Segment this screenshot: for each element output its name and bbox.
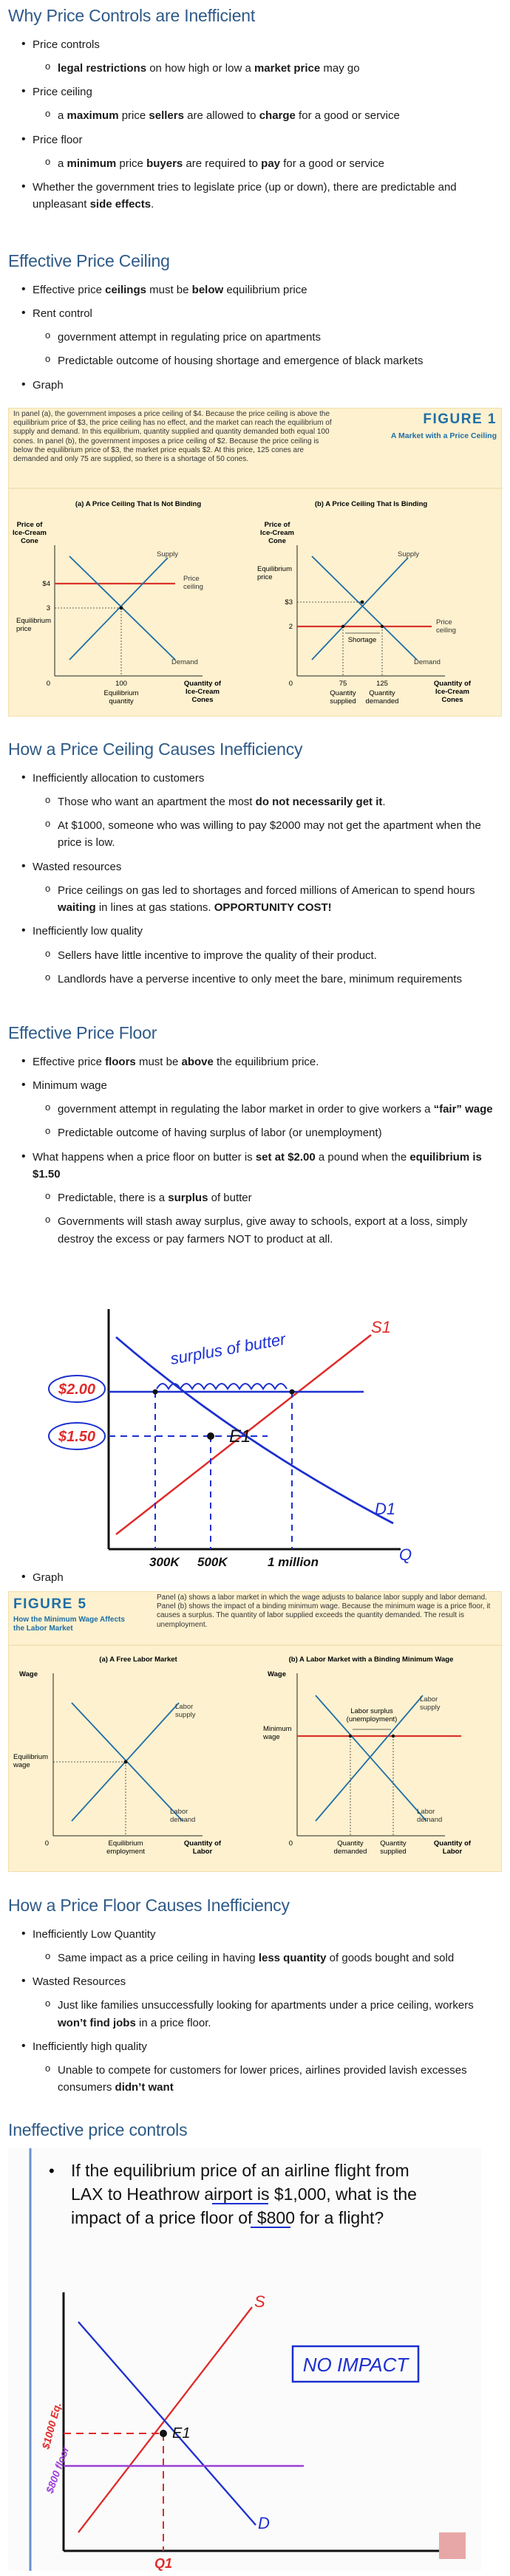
panel-a-title: (a) A Price Ceiling That Is Not Binding (75, 500, 202, 508)
figure-subtitle: How the Minimum Wage Affects the Labor Market (13, 1616, 125, 1633)
origin-label: 0 (288, 680, 293, 688)
tick-75: 75 (339, 680, 347, 688)
section-graph-bullet (8, 1569, 502, 1586)
panel-b-title: (b) A Price Ceiling That Is Binding (314, 500, 428, 508)
figure-1-graphic (9, 409, 503, 717)
equilibrium-price-label: Equilibrium price (16, 617, 51, 633)
quantity-supplied-label: Quantity supplied (380, 1839, 407, 1856)
bullet-ceiling-below: • Effective price ceilings must be below equilibrium price (8, 281, 502, 298)
bullet-high-quality: • Inefficiently high quality o Unable to compete for customers for lower prices, airlines provided lavish excesses consumers didn’t want (8, 2038, 502, 2097)
tick-3: $3 (285, 598, 293, 607)
floor-price-label: $800 floor (43, 2445, 72, 2495)
sub-bullet: o Price ceilings on gas led to shortages and forced millions of American to spend hours waiting in lines at gas stations. OPPORTUNITY COST! (33, 882, 502, 917)
labor-supply-label: Labor supply (175, 1703, 196, 1719)
quantity-label: Q1 (154, 2556, 173, 2571)
equilibrium-quantity-label: Equilibrium quantity (103, 689, 139, 706)
figure-5-graphic (9, 1592, 503, 1873)
bullet-price-ceiling: • Price ceiling o a maximum price sellers are allowed to charge for a good or service (8, 83, 502, 125)
section-why-inefficient (8, 3, 502, 213)
bullet-butter: • What happens when a price floor on butter is set at $2.00 a pound when the equilibrium is $1.50 o Predictable, there is a surplus of butter o Governments will stash away surplus, give away to schools, export at a loss, simply destroy the excess or pay farmers NOT to product at all. (8, 1149, 502, 1248)
bullet-minimum-wage: • Minimum wage o government attempt in regulating the labor market in order to give workers a “fair” wage o Predictable outcome of having surplus of labor (or unemployment) (8, 1077, 502, 1142)
equilibrium-point (361, 601, 364, 604)
supply-label: S1 (371, 1318, 391, 1336)
section-heading: Effective Price Floor (8, 1023, 157, 1042)
x-axis-label: Quantity of Ice-Cream Cones (183, 680, 222, 704)
surplus-label: surplus of butter (169, 1329, 288, 1368)
supply-curve (69, 558, 168, 660)
sub-bullet: o Those who want an apartment the most do not necessarily get it. (33, 793, 502, 810)
section-heading: How a Price Ceiling Causes Inefficiency (8, 739, 303, 759)
tick-4: $4 (42, 580, 50, 588)
tick-125: 125 (376, 680, 388, 688)
origin-label: 0 (44, 1839, 49, 1848)
section-ceiling-inefficiency (8, 737, 502, 988)
panel-a-title: (a) A Free Labor Market (99, 1656, 177, 1664)
y-axis-label: Price of Ice-Cream Cone (260, 521, 294, 545)
minimum-wage-label: Minimum wage (263, 1725, 292, 1741)
bullet-side-effects: • Whether the government tries to legislate price (up or down), there are predictable and unpleasant side effects. (8, 179, 502, 213)
bullet-graph: • Graph (8, 1569, 502, 1586)
bullet-floor-above: • Effective price floors must be above the equilibrium price. (8, 1053, 502, 1070)
supply-label: Supply (398, 550, 420, 558)
x-axis-label: Q (399, 1545, 412, 1564)
section-ineffective-controls (8, 2117, 502, 2144)
question-line-3: impact of a price floor of $800 for a flight? (71, 2208, 384, 2227)
section-floor-inefficiency (8, 1893, 502, 2097)
tick-500k: 500K (197, 1555, 228, 1568)
bullet-graph: • Graph (8, 377, 502, 394)
question-line-1: If the equilibrium price of an airline flight from (71, 2161, 409, 2180)
sub-bullet: o Predictable outcome of having surplus of labor (or unemployment) (33, 1124, 502, 1141)
bullet-allocation: • Inefficiently allocation to customers o Those who want an apartment the most do not necessarily get it. o At $1000, someone who was willing to pay $2000 may not get the apartment when the price is low. (8, 770, 502, 852)
figure-1-price-ceiling (8, 408, 502, 717)
bullet-low-quality: • Inefficiently low quality o Sellers have little incentive to improve the quality of their product. o Landlords have a perverse incentive to only meet the bare, minimum requirements (8, 923, 502, 988)
sub-bullet: o government attempt in regulating the labor market in order to give workers a “fair” wage (33, 1101, 502, 1118)
bullet-rent-control: • Rent control o government attempt in regulating price on apartments o Predictable outcome of housing shortage and emergence of black markets (8, 305, 502, 370)
section-heading: How a Price Floor Causes Inefficiency (8, 1896, 290, 1915)
sub-bullet: o At $1000, someone who was willing to pay $2000 may not get the apartment when the price is low. (33, 817, 502, 852)
y-axis-label: Wage (268, 1670, 286, 1678)
labor-demand-label: Labor demand (170, 1808, 196, 1824)
panel-b-title: (b) A Labor Market with a Binding Minimum Wage (288, 1656, 454, 1664)
equilibrium-point (207, 1432, 214, 1440)
demand-label: D1 (375, 1500, 396, 1518)
figure-subtitle: A Market with a Price Ceiling (390, 431, 497, 440)
butter-price-floor-sketch (46, 1294, 430, 1568)
figure-5-minimum-wage (8, 1591, 502, 1872)
sub-bullet: o Predictable, there is a surplus of butter (33, 1189, 502, 1206)
section-effective-ceiling (8, 248, 502, 394)
sub-bullet: o a minimum price buyers are required to pay for a good or service (33, 155, 502, 172)
quantity-demanded-label: Quantity demanded (333, 1839, 367, 1856)
origin-label: 0 (288, 1839, 293, 1848)
tick-2: 2 (288, 623, 293, 631)
labor-demand-label: Labor demand (417, 1808, 443, 1824)
supply-curve (312, 558, 408, 660)
sub-bullet: o government attempt in regulating price on apartments (33, 329, 502, 346)
section-heading: Ineffective price controls (8, 2120, 188, 2139)
x-axis-label: Quantity of Labor (433, 1839, 472, 1856)
equilibrium-wage-label: Equilibrium wage (13, 1753, 48, 1769)
demand-label: D (258, 2514, 270, 2532)
demand-curve (116, 1337, 396, 1523)
section-heading: Effective Price Ceiling (8, 251, 170, 270)
price-ceiling-label: Price ceiling (436, 618, 456, 635)
sub-bullet: o Same impact as a price ceiling in having less quantity of goods bought and sold (33, 1950, 502, 1967)
sub-bullet: o Landlords have a perverse incentive to only meet the bare, minimum requirements (33, 971, 502, 988)
tick-100: 100 (115, 680, 127, 688)
sub-bullet: o a maximum price sellers are allowed to charge for a good or service (33, 107, 502, 124)
tick-300k: 300K (149, 1555, 180, 1568)
quantity-demanded-label: Quantity demanded (365, 689, 399, 706)
no-impact-label: NO IMPACT (302, 2354, 409, 2376)
floor-price-label: $2.00 (58, 1381, 96, 1398)
figure-label: FIGURE 5 (13, 1596, 87, 1612)
demand-curve (312, 556, 417, 660)
bullet-wasted-resources: • Wasted resources o Price ceilings on gas led to shortages and forced millions of American to spend hours waiting in lines at gas stations. OPPORTUNITY COST! (8, 858, 502, 917)
sub-bullet: o Just like families unsuccessfully looking for apartments under a price ceiling, workers won’t find jobs in a price floor. (33, 1997, 502, 2032)
demand-label: Demand (414, 658, 441, 666)
sub-bullet: o legal restrictions on how high or low a market price may go (33, 60, 502, 77)
question-line-2: LAX to Heathrow airport is $1,000, what is the (71, 2184, 417, 2204)
supply-label: Supply (157, 550, 179, 558)
svg-text:•: • (49, 2162, 55, 2180)
sub-bullet: o Predictable outcome of housing shortage and emergence of black markets (33, 352, 502, 369)
equilibrium-label: E1 (172, 2425, 191, 2442)
butter-sketch-graphic (46, 1294, 430, 1568)
equilibrium-employment-label: Equilibrium employment (106, 1839, 145, 1856)
section-heading: Why Price Controls are Inefficient (8, 6, 256, 25)
equilibrium-point (120, 607, 123, 610)
airline-slide-graphic (8, 2148, 481, 2571)
eq-price-label: $1000 Eq. (39, 2401, 64, 2450)
quantity-supplied-label: Quantity supplied (330, 689, 356, 706)
figure-caption: In panel (a), the government imposes a price ceiling of $4. Because the price ceiling is above the equilibrium price of $3, the price ceiling has no effect, and the market can reach the equilibrium of supply and demand. In this equilibrium, quantity supplied and quantity demanded both equal 100 cones. In panel (b), the government imposes a price ceiling of $2. Because the price ceiling is below the equilibrium price of $3, the market price equals $2. At this price, 125 cones are demanded and only 75 are supplied, so there is a shortage of 50 cones. (13, 410, 332, 463)
equilibrium-point (160, 2430, 167, 2437)
sub-bullet: o Sellers have little incentive to improve the quality of their product. (33, 947, 502, 964)
equilibrium-point (124, 1760, 128, 1764)
x-axis-label: Quantity of Ice-Cream Cones (433, 680, 472, 704)
bullet-price-controls: • Price controls o legal restrictions on how high or low a market price may go (8, 36, 502, 78)
demand-label: Demand (171, 658, 198, 666)
x-axis-label: Quantity of Labor (183, 1839, 222, 1856)
slide-thumbnail-badge (439, 2532, 466, 2559)
y-axis-label: Wage (19, 1670, 38, 1678)
bullet-wasted-resources: • Wasted Resources o Just like families unsuccessfully looking for apartments under a price ceiling, workers won’t find jobs in a price floor. (8, 1973, 502, 2032)
figure-label: FIGURE 1 (423, 411, 497, 427)
sub-bullet: o Unable to compete for customers for lower prices, airlines provided lavish excesses consumers didn’t want (33, 2062, 502, 2097)
bullet-price-floor: • Price floor o a minimum price buyers are required to pay for a good or service (8, 131, 502, 173)
labor-supply-label: Labor supply (420, 1695, 441, 1712)
equilibrium-label: E1 (229, 1427, 251, 1446)
sub-bullet: o Governments will stash away surplus, give away to schools, export at a loss, simply destroy the excess or pay farmers NOT to product at all. (33, 1213, 502, 1248)
origin-label: 0 (46, 680, 50, 688)
y-axis-label: Price of Ice-Cream Cone (13, 521, 47, 545)
price-ceiling-label: Price ceiling (183, 575, 203, 591)
tick-1-million: 1 million (268, 1555, 319, 1568)
bullet-low-quantity: • Inefficiently Low Quantity o Same impact as a price ceiling in having less quantity of goods bought and sold (8, 1926, 502, 1967)
section-effective-floor (8, 1020, 502, 1248)
labor-surplus-label: Labor surplus (unemployment) (346, 1707, 398, 1723)
tick-3: 3 (46, 604, 50, 612)
shortage-label: Shortage (347, 636, 377, 644)
airline-price-floor-slide (8, 2148, 481, 2571)
figure-caption: Panel (a) shows a labor market in which the wage adjusts to balance labor supply and labor demand. Panel (b) shows the impact of a binding minimum wage. Because the minimum wage is a price floor, it causes a surplus. The quantity of labor supplied exceeds the quantity demanded. The result is unemployment. (157, 1593, 491, 1629)
supply-label: S (254, 2292, 265, 2311)
equilibrium-price-label: $1.50 (58, 1429, 96, 1445)
equilibrium-price-label: Equilibrium price (257, 565, 292, 581)
